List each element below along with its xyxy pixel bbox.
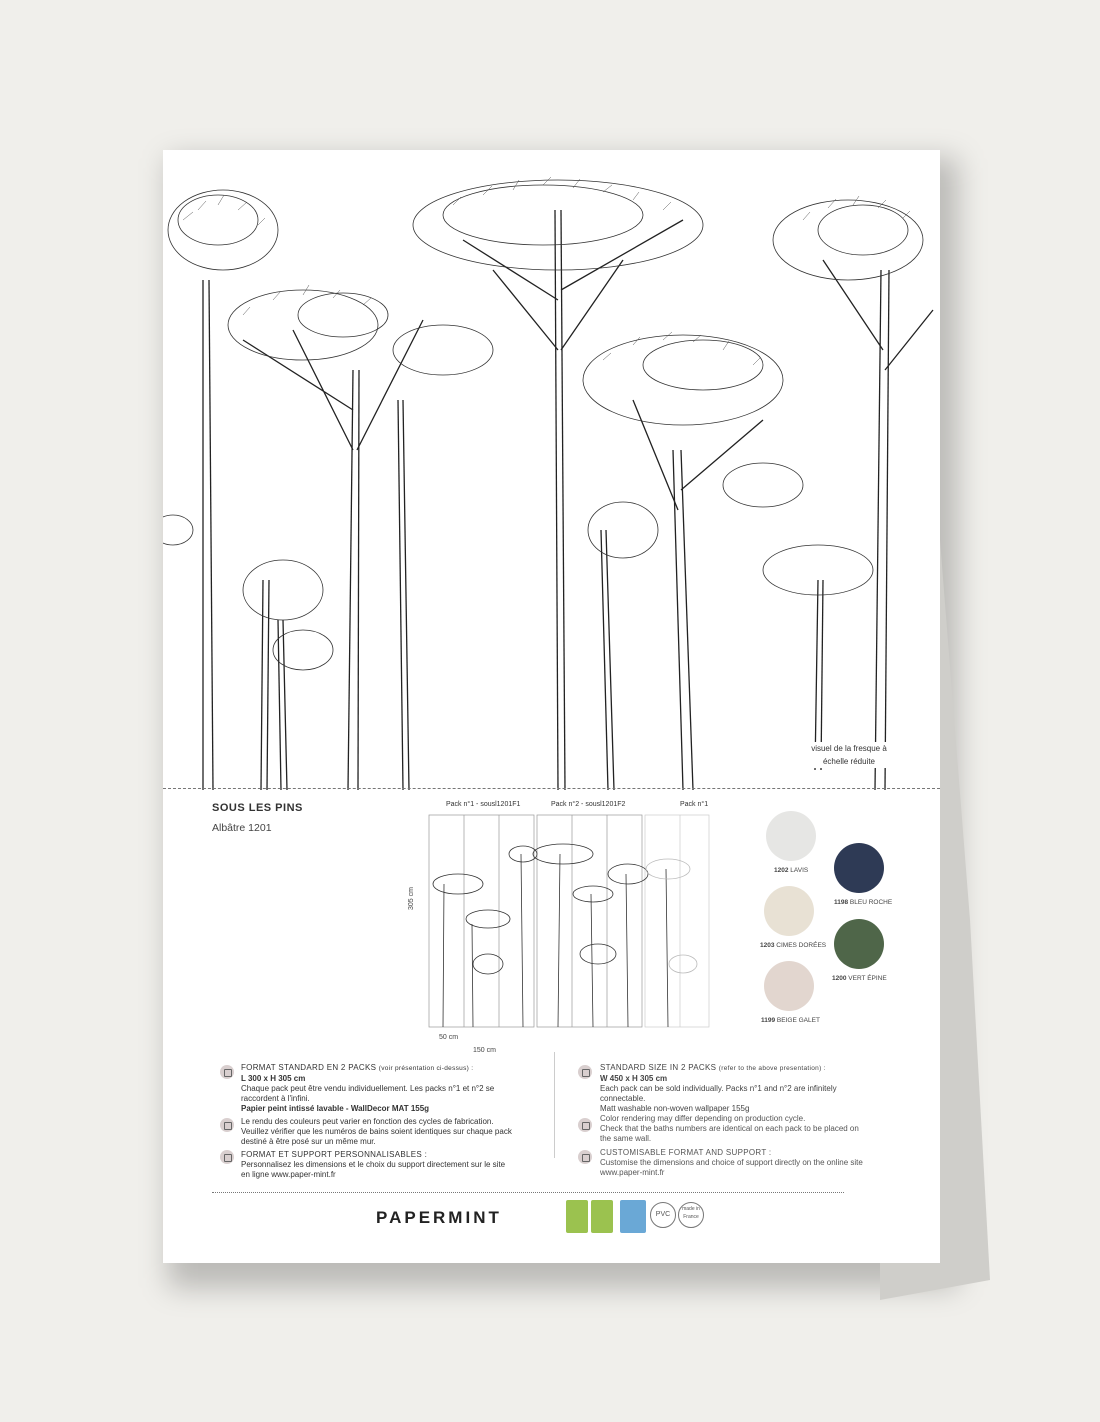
color-cycle-icon-en: [578, 1118, 592, 1132]
product-sheet: [163, 150, 940, 1263]
pack-panels-diagram: [428, 814, 710, 1029]
pack-width-dimension: 150 cm: [473, 1047, 496, 1054]
pack-2-label: Pack n°2 - sousl1201F2: [551, 801, 626, 808]
custom-icon-en: [578, 1150, 592, 1164]
scale-note: visuel de la fresque à échelle réduite: [809, 742, 889, 768]
info-color-fr: Le rendu des couleurs peut varier en fonction des cycles de fabrication. Veuillez vérifier que les numéros de bains soient identiques sur chaque pack destiné à être posé sur un même mur.: [241, 1117, 512, 1146]
papermint-logo: PAPERMINT: [376, 1208, 502, 1227]
energy-badge: [620, 1200, 646, 1233]
pack-1-repeat-label: Pack n°1: [680, 801, 709, 808]
swatch-beige-galet-label: 1199 BEIGE GALET: [761, 1017, 820, 1024]
swatch-cimes-dorees-label: 1203 CIMES DORÉES: [760, 942, 827, 949]
custom-icon: [220, 1150, 234, 1164]
swatch-lavis-label: 1202 LAVIS: [774, 867, 809, 874]
language-separator: [554, 1052, 555, 1158]
swatch-bleu-roche-label: 1198 BLEU ROCHE: [834, 899, 893, 906]
height-dimension: 305 cm: [408, 887, 415, 910]
info-format-en: STANDARD SIZE IN 2 PACKS (refer to the above presentation) : W 450 x H 305 cm Each pack can be sold individually. Packs n°1 and n°2 are infinitely connectable. Matt washable non-woven wallpaper 155g: [600, 1063, 837, 1113]
info-format-fr: FORMAT STANDARD EN 2 PACKS (voir présentation ci-dessus) : L 300 x H 305 cm Chaque pack peut être vendu individuellement. Les packs n°1 et n°2 se raccordent à l'infini. Papier peint intissé lavable - WallDecor MAT 155g: [241, 1063, 495, 1113]
swatch-vert-epine-label: 1200 VERT ÉPINE: [832, 975, 887, 982]
pack-1-label: Pack n°1 - sousl1201F1: [446, 801, 521, 808]
panel-width-dimension: 50 cm: [439, 1034, 459, 1041]
swatch-cimes-dorees[interactable]: [764, 886, 814, 936]
mural-separator: [163, 788, 940, 789]
eco-badge-2: [591, 1200, 613, 1233]
eco-badge-1: [566, 1200, 588, 1233]
pvc-free-badge: PVC: [650, 1202, 676, 1228]
format-icon: [220, 1065, 234, 1079]
format-icon-en: [578, 1065, 592, 1079]
swatch-vert-epine[interactable]: [834, 919, 884, 969]
swatch-lavis[interactable]: [766, 811, 816, 861]
info-custom-fr: FORMAT ET SUPPORT PERSONNALISABLES : Personnalisez les dimensions et le choix du support directement sur le site en ligne www.paper-mint.fr: [241, 1150, 506, 1179]
product-title: SOUS LES PINS: [212, 802, 303, 814]
footer-separator: [212, 1192, 844, 1193]
product-subtitle: Albâtre 1201: [212, 822, 272, 834]
color-cycle-icon: [220, 1118, 234, 1132]
made-in-france-badge: made in France: [678, 1202, 704, 1228]
info-custom-en: CUSTOMISABLE FORMAT AND SUPPORT : Customise the dimensions and choice of support directly on the online site www.paper-mint.fr: [600, 1148, 863, 1177]
swatch-bleu-roche[interactable]: [834, 843, 884, 893]
info-color-en: Color rendering may differ depending on production cycle. Check that the baths numbers are identical on each pack to be placed on the same wall.: [600, 1114, 859, 1143]
swatch-beige-galet[interactable]: [764, 961, 814, 1011]
pine-mural-illustration: [163, 150, 940, 790]
